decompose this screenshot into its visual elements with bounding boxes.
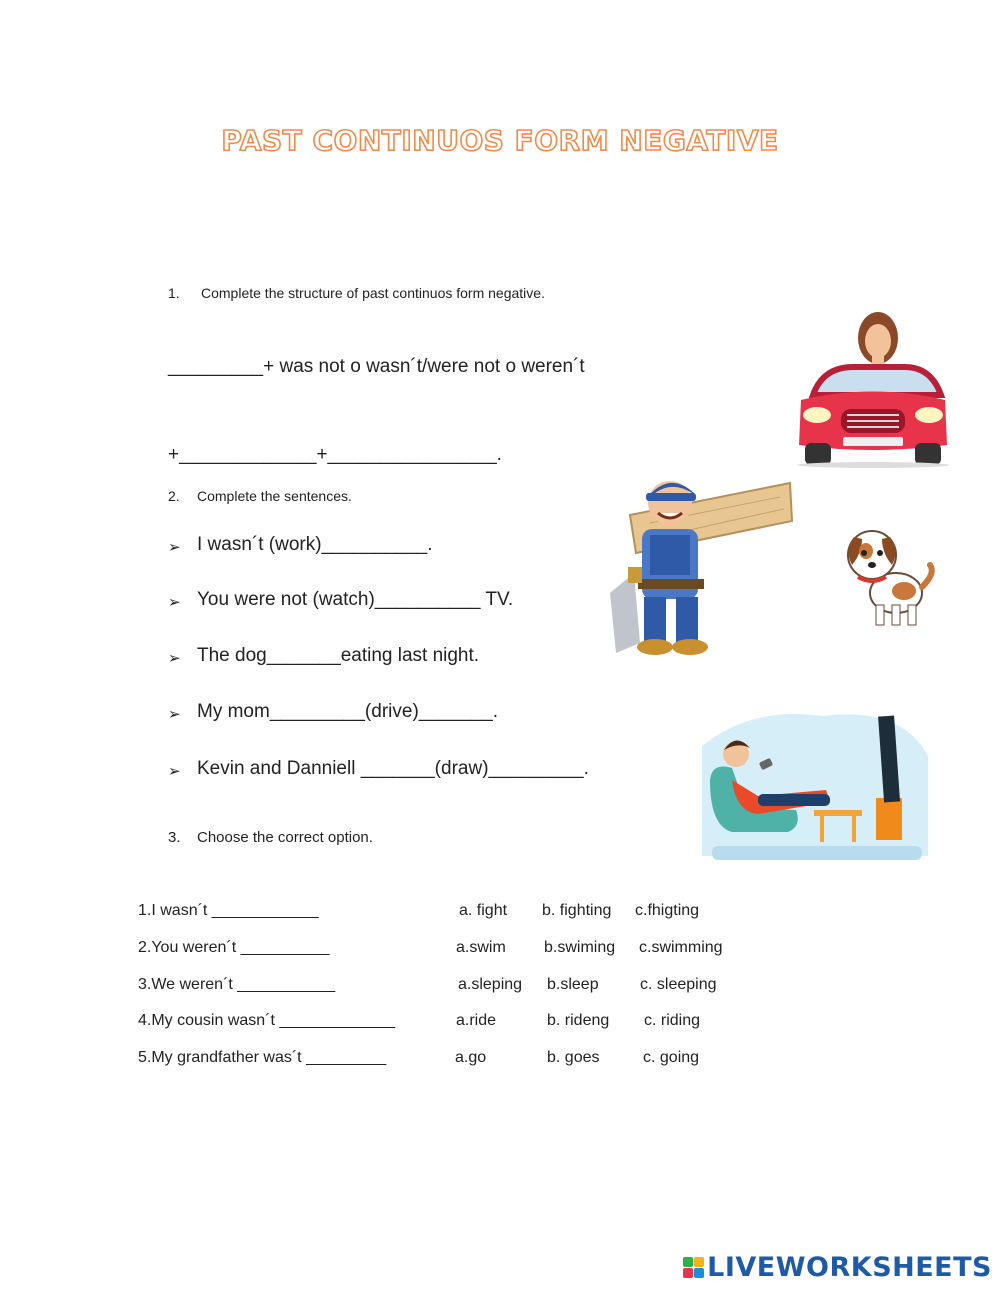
liveworksheets-logo: [683, 1252, 992, 1283]
bullet-icon: ➢: [168, 539, 181, 556]
question-3[interactable]: 3.We weren´t ___________: [138, 976, 336, 993]
option-2c[interactable]: c.swimming: [639, 939, 723, 956]
sentence-5[interactable]: Kevin and Danniell _______(draw)_________.: [197, 758, 589, 779]
dog-illustration: [840, 525, 940, 630]
sentence-1[interactable]: I wasn´t (work)__________.: [197, 534, 433, 555]
option-2a[interactable]: a.swim: [456, 939, 506, 956]
logo-badge-tile: [683, 1268, 693, 1278]
section1-instruction: Complete the structure of past continuos form negative.: [201, 285, 545, 301]
section2-number: 2.: [168, 488, 180, 504]
bullet-icon: ➢: [168, 706, 181, 723]
man-watching-tv-illustration: [692, 706, 932, 866]
page-title: PAST CONTINUOS FORM NEGATIVE: [221, 124, 779, 157]
option-3c[interactable]: c. sleeping: [640, 976, 717, 993]
section2-instruction: Complete the sentences.: [197, 488, 352, 504]
section3-instruction: Choose the correct option.: [197, 829, 373, 846]
option-2b[interactable]: b.swiming: [544, 939, 616, 956]
sentence-4[interactable]: My mom_________(drive)_______.: [197, 701, 499, 722]
option-4a[interactable]: a.ride: [456, 1012, 497, 1029]
question-4[interactable]: 4.My cousin wasn´t _____________: [138, 1012, 396, 1029]
logo-badge-icon: [683, 1257, 704, 1278]
question-5[interactable]: 5.My grandfather was´t _________: [138, 1049, 387, 1066]
sentence-3[interactable]: The dog_______eating last night.: [197, 645, 480, 666]
option-3b[interactable]: b.sleep: [547, 976, 599, 993]
section1-number: 1.: [168, 285, 180, 301]
logo-badge-tile: [694, 1268, 704, 1278]
option-5a[interactable]: a.go: [455, 1049, 487, 1066]
logo-badge-tile: [683, 1257, 693, 1267]
bullet-icon: ➢: [168, 650, 181, 667]
question-1[interactable]: 1.I wasn´t ____________: [138, 902, 319, 919]
question-2[interactable]: 2.You weren´t __________: [138, 939, 330, 956]
structure-line-2[interactable]: +_____________+________________.: [168, 444, 502, 465]
logo-badge-tile: [694, 1257, 704, 1267]
option-5b[interactable]: b. goes: [547, 1049, 600, 1066]
bullet-icon: ➢: [168, 763, 181, 780]
option-1b[interactable]: b. fighting: [542, 902, 612, 919]
worker-carrying-wood-illustration: [600, 463, 800, 663]
option-3a[interactable]: a.sleping: [458, 976, 523, 993]
structure-line-1[interactable]: _________+ was not o wasn´t/were not o weren´t: [168, 356, 585, 377]
option-1a[interactable]: a. fight: [459, 902, 508, 919]
sentence-2[interactable]: You were not (watch)__________ TV.: [197, 589, 514, 610]
option-4b[interactable]: b. rideng: [547, 1012, 610, 1029]
option-1c[interactable]: c.fhigting: [635, 902, 700, 919]
logo-text: LIVEWORKSHEETS: [707, 1252, 992, 1283]
bullet-icon: ➢: [168, 594, 181, 611]
option-5c[interactable]: c. going: [643, 1049, 700, 1066]
option-4c[interactable]: c. riding: [644, 1012, 701, 1029]
woman-driving-car-illustration: [793, 305, 953, 470]
section3-number: 3.: [168, 829, 181, 846]
